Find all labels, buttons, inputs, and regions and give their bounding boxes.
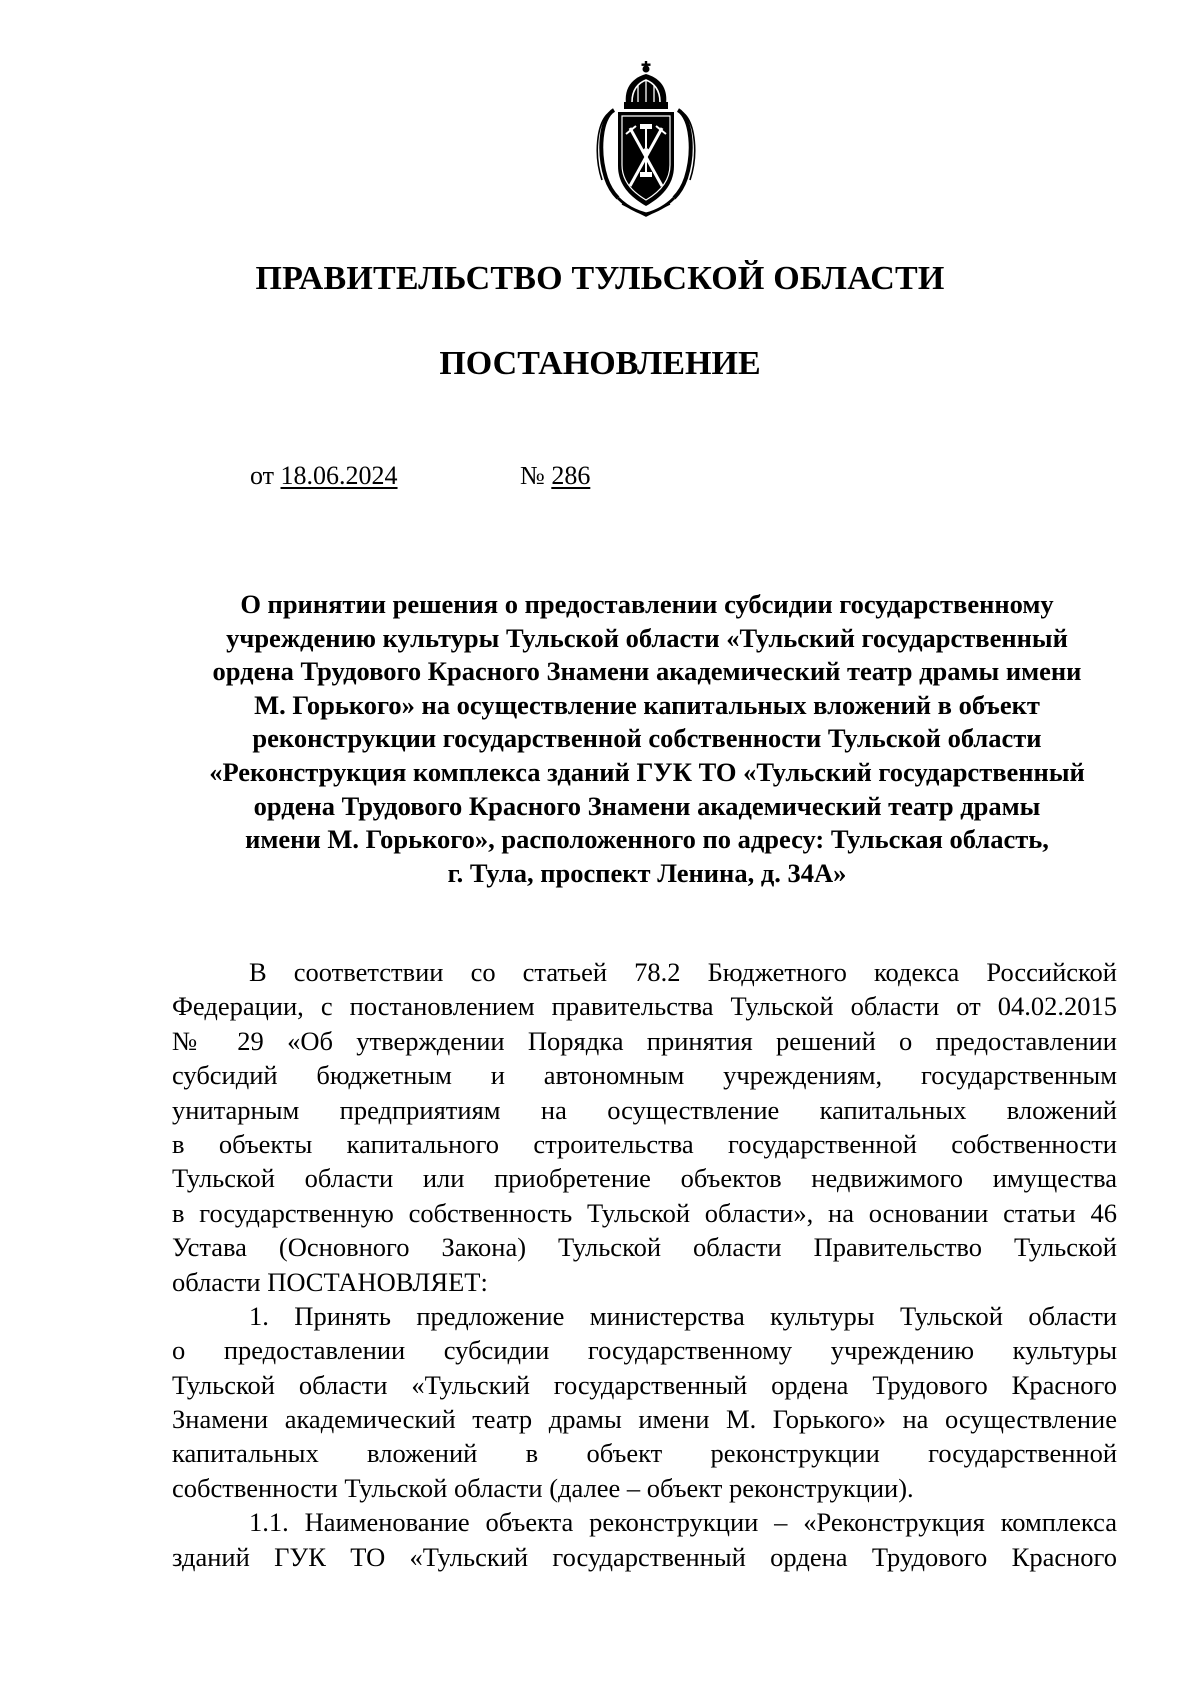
body-line: зданий ГУК ТО «Тульский государственный ордена Трудового Красного xyxy=(172,1541,1117,1572)
document-subject xyxy=(172,588,1122,890)
subject-line: М. Горького» на осуществление капитальных вложений в объект xyxy=(254,689,1040,720)
subject-line: ордена Трудового Красного Знамени академический театр драмы xyxy=(253,790,1041,821)
body-line: Устава (Основного Закона) Тульской области Правительство Тульской xyxy=(172,1232,1117,1263)
subject-line: имени М. Горького», расположенного по адресу: Тульская область, xyxy=(245,824,1049,855)
document-type-title: ПОСТАНОВЛЕНИЕ xyxy=(439,345,761,382)
subject-line: «Реконструкция комплекса зданий ГУК ТО «Тульский государственный xyxy=(209,756,1085,787)
body-line: субсидий бюджетным и автономным учреждениям, государственным xyxy=(172,1060,1117,1091)
body-line: Федерации, с постановлением правительства Тульской области от 04.02.2015 xyxy=(172,991,1117,1022)
document-date xyxy=(250,461,398,491)
subject-line: реконструкции государственной собственности Тульской области xyxy=(252,723,1042,754)
body-line: № 29 «Об утверждении Порядка принятия решений о предоставлении xyxy=(172,1025,1117,1056)
body-line: унитарным предприятиям на осуществление капитальных вложений xyxy=(172,1094,1117,1125)
tula-coat-of-arms-icon xyxy=(588,58,704,218)
body-line: Знамени академический театр драмы имени М. Горького» на осуществление xyxy=(172,1404,1117,1435)
body-line: в государственную собственность Тульской области», на основании статьи 46 xyxy=(172,1197,1117,1228)
date-prefix: от xyxy=(250,461,275,490)
body-line: капитальных вложений в объект реконструкции государственной xyxy=(172,1438,1117,1469)
body-line: В соответствии со статьей 78.2 Бюджетного кодекса Российской xyxy=(249,957,1117,987)
subject-line: О принятии решения о предоставлении субсидии государственному xyxy=(240,589,1054,619)
body-line: 1.1. Наименование объекта реконструкции – «Реконструкция комплекса xyxy=(249,1507,1117,1538)
subject-line: ордена Трудового Красного Знамени академический театр драмы имени xyxy=(212,656,1082,687)
body-line: Тульской области «Тульский государственный ордена Трудового Красного xyxy=(172,1369,1117,1400)
organization-title: ПРАВИТЕЛЬСТВО ТУЛЬСКОЙ ОБЛАСТИ xyxy=(255,260,945,297)
body-line: области ПОСТАНОВЛЯЕТ: xyxy=(172,1266,488,1297)
date-value: 18.06.2024 xyxy=(280,461,398,490)
body-line: Тульской области или приобретение объектов недвижимого имущества xyxy=(172,1163,1117,1194)
document-number xyxy=(520,461,590,491)
subject-line: г. Тула, проспект Ленина, д. 34А» xyxy=(447,857,847,888)
body-line: собственности Тульской области (далее – объект реконструкции). xyxy=(172,1472,914,1503)
document-body xyxy=(172,955,1117,1574)
subject-line: учреждению культуры Тульской области «Тульский государственный xyxy=(226,622,1068,653)
number-value: 286 xyxy=(551,461,591,490)
number-prefix: № xyxy=(520,461,545,490)
body-line: о предоставлении субсидии государственному учреждению культуры xyxy=(172,1335,1117,1366)
body-line: в объекты капитального строительства государственной собственности xyxy=(172,1128,1117,1159)
body-line: 1. Принять предложение министерства культуры Тульской области xyxy=(249,1300,1117,1331)
